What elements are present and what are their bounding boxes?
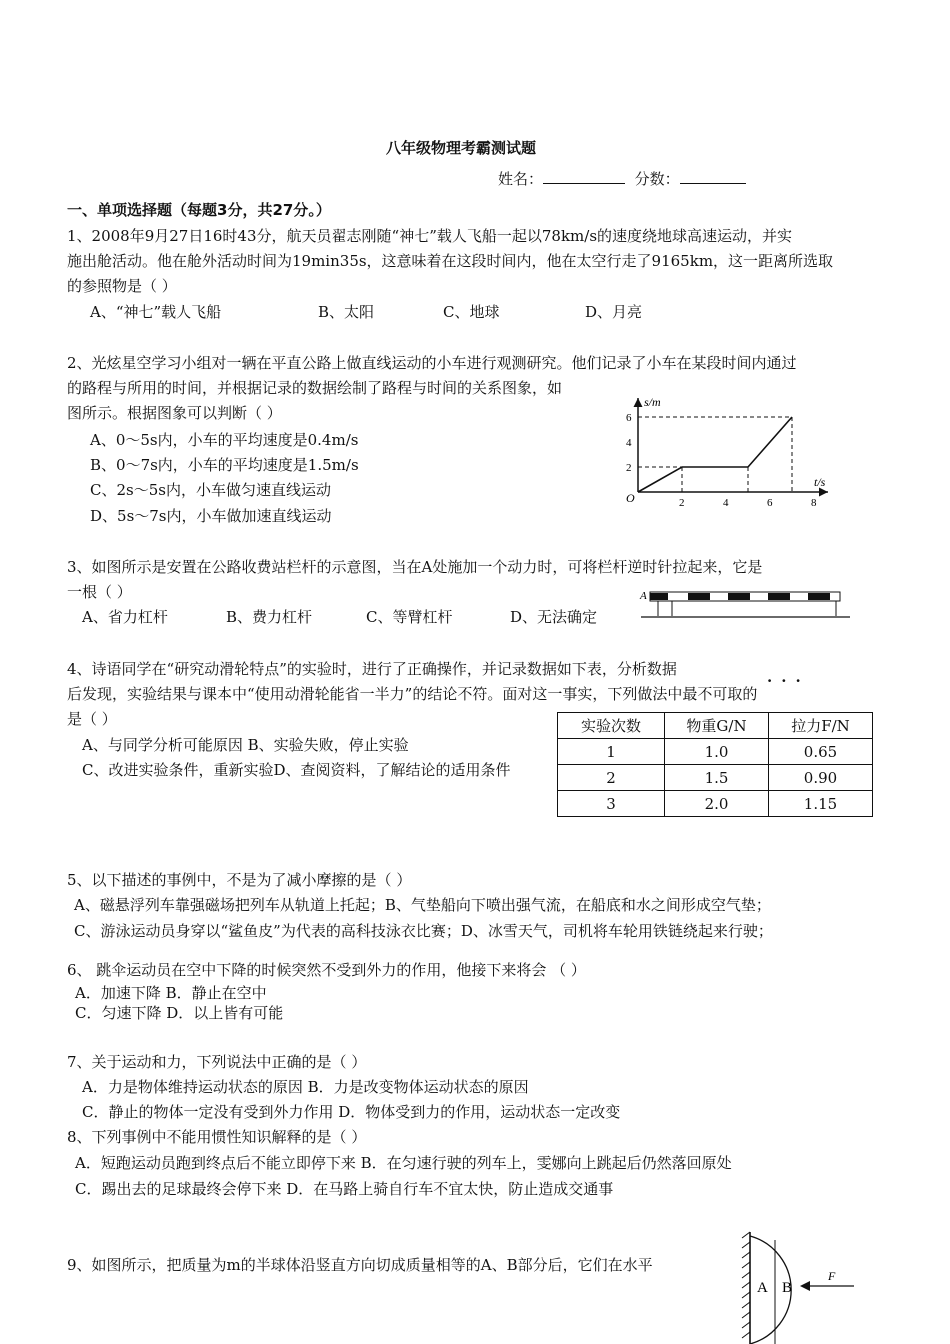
table-cell: 3 <box>558 791 665 817</box>
q4-line2-end: 取的 <box>727 685 758 703</box>
q5-line1: 5、以下描述的事例中，不是为了减小摩擦的是（ ） <box>67 871 412 889</box>
q3-option-b: B、费力杠杆 <box>226 608 313 626</box>
table-row <box>558 791 873 817</box>
q1-option-b: B、太阳 <box>318 303 375 321</box>
q4-line3: 是（ ） <box>67 710 117 728</box>
q8-options-ab: A．短跑运动员跑到终点后不能立即停下来 B．在匀速行驶的列车上，雯娜向上跳起后仍然落回原处 <box>75 1154 732 1172</box>
q6-line1: 6、 跳伞运动员在空中下降的时候突然不受到外力的作用，他接下来将会 （ ） <box>67 961 586 979</box>
y-tick-label: 6 <box>626 412 632 424</box>
q6-options-ab: A．加速下降 B．静止在空中 <box>75 984 267 1002</box>
q4-emphasis: 最不可 <box>682 685 728 703</box>
q2-option-b: B、0～7s内，小车的平均速度是1.5m/s <box>90 456 359 474</box>
origin-label: O <box>626 491 635 505</box>
q9-line1: 9、如图所示，把质量为m的半球体沿竖直方向切成质量相等的A、B部分后，它们在水平 <box>67 1256 653 1274</box>
q2-line3: 图所示。根据图象可以判断（ ） <box>67 404 282 422</box>
table-cell: 1 <box>558 739 665 765</box>
q1-line3: 的参照物是（ ） <box>67 277 177 295</box>
table-row <box>558 739 873 765</box>
q4-line2-start: 后发现，实验结果与课本中“使用动滑轮能省一半力”的结论不符。面对这一事实，下列做法中 <box>67 685 683 703</box>
q8-line1: 8、下列事例中不能用惯性知识解释的是（ ） <box>67 1128 367 1146</box>
q1-line1: 1、2008年9月27日16时43分，航天员翟志刚随“神七”载人飞船一起以78km/s的速度绕地球高速运动，并实 <box>67 227 793 245</box>
q2-line1: 2、光炫星空学习小组对一辆在平直公路上做直线运动的小车进行观测研究。他们记录了小车在某段时间内通过 <box>67 354 797 372</box>
x-axis-label: t/s <box>814 475 826 489</box>
table-cell: 2.0 <box>665 791 769 817</box>
table-header: 实验次数 <box>558 713 665 739</box>
table-header: 拉力F/N <box>769 713 873 739</box>
hemisphere-figure <box>738 1228 878 1344</box>
q3-option-d: D、无法确定 <box>510 608 598 626</box>
q7-options-cd: C．静止的物体一定没有受到外力作用 D．物体受到力的作用，运动状态一定改变 <box>82 1103 621 1121</box>
q6-options-cd: C．匀速下降 D．以上皆有可能 <box>75 1004 284 1022</box>
q2-option-d: D、5s～7s内，小车做加速直线运动 <box>90 507 332 525</box>
q8-options-cd: C．踢出去的足球最终会停下来 D．在马路上骑自行车不宜太快，防止造成交通事 <box>75 1180 614 1198</box>
distance-time-graph <box>618 392 838 514</box>
pulley-data-table <box>557 712 873 817</box>
table-cell: 1.15 <box>769 791 873 817</box>
table-header-row <box>558 713 873 739</box>
q4-options-cd: C、改进实验条件，重新实验D、查阅资料，了解结论的适用条件 <box>82 761 511 779</box>
q1-line2: 施出舱活动。他在舱外活动时间为19min35s，这意味着在这段时间内，他在太空行走了9165km，这一距离所选取 <box>67 252 834 270</box>
q3-line2: 一根（ ） <box>67 583 132 601</box>
table-header: 物重G/N <box>665 713 769 739</box>
table-row <box>558 765 873 791</box>
y-tick-label: 4 <box>626 437 632 449</box>
q2-option-a: A、0～5s内，小车的平均速度是0.4m/s <box>90 431 359 449</box>
q2-line2: 的路程与所用的时间，并根据记录的数据绘制了路程与时间的关系图象，如 <box>67 379 563 397</box>
barrier-point-a-label: A <box>640 590 647 602</box>
table-cell: 0.65 <box>769 739 873 765</box>
section-heading: 一、单项选择题（每题3分，共27分。） <box>67 201 331 219</box>
q7-line1: 7、关于运动和力，下列说法中正确的是（ ） <box>67 1053 367 1071</box>
x-tick-label: 4 <box>723 497 729 509</box>
part-b-label: B <box>782 1280 793 1296</box>
force-f-label: F <box>828 1269 836 1283</box>
name-score-line <box>498 167 746 189</box>
name-label: 姓名： <box>498 170 544 188</box>
toll-barrier-figure <box>636 586 852 622</box>
x-tick-label: 6 <box>767 497 773 509</box>
table-cell: 2 <box>558 765 665 791</box>
q4-line2 <box>67 684 757 704</box>
table-cell: 1.5 <box>665 765 769 791</box>
q2-option-c: C、2s～5s内，小车做匀速直线运动 <box>90 481 331 499</box>
q5-line2: A、磁悬浮列车靠强磁场把列车从轨道上托起；B、气垫船向下喷出强气流，在船底和水之间形成空气垫； <box>74 896 771 914</box>
q1-option-a: A、“神七”载人飞船 <box>90 303 222 321</box>
x-tick-label: 2 <box>679 497 685 509</box>
q3-option-c: C、等臂杠杆 <box>366 608 453 626</box>
table-cell: 1.0 <box>665 739 769 765</box>
q5-line3: C、游泳运动员身穿以“鲨鱼皮”为代表的高科技泳衣比赛；D、冰雪天气，司机将车轮用铁链绕起来行驶； <box>74 922 773 940</box>
q1-option-c: C、地球 <box>443 303 500 321</box>
q4-options-ab: A、与同学分析可能原因 B、实验失败，停止实验 <box>82 736 409 754</box>
q7-options-ab: A．力是物体维持运动状态的原因 B．力是改变物体运动状态的原因 <box>82 1078 529 1096</box>
part-a-label: A <box>757 1280 768 1296</box>
q1-option-d: D、月亮 <box>585 303 643 321</box>
distance-time-line <box>638 417 792 492</box>
table-cell: 0.90 <box>769 765 873 791</box>
q3-option-a: A、省力杠杆 <box>82 608 168 626</box>
score-label: 分数： <box>634 170 680 188</box>
score-field[interactable] <box>680 167 746 184</box>
page-title: 八年级物理考霸测试题 <box>386 139 537 157</box>
y-tick-label: 2 <box>626 462 632 474</box>
y-axis-label: s/m <box>644 395 661 409</box>
q4-line1: 4、诗语同学在“研究动滑轮特点”的实验时，进行了正确操作，并记录数据如下表，分析数据 <box>67 660 677 678</box>
q3-line1: 3、如图所示是安置在公路收费站栏杆的示意图，当在A处施加一个动力时，可将栏杆逆时针拉起来，它是 <box>67 558 763 576</box>
x-tick-label: 8 <box>811 497 817 509</box>
name-field[interactable] <box>543 167 625 184</box>
emphasis-dots: ··· <box>767 672 810 690</box>
